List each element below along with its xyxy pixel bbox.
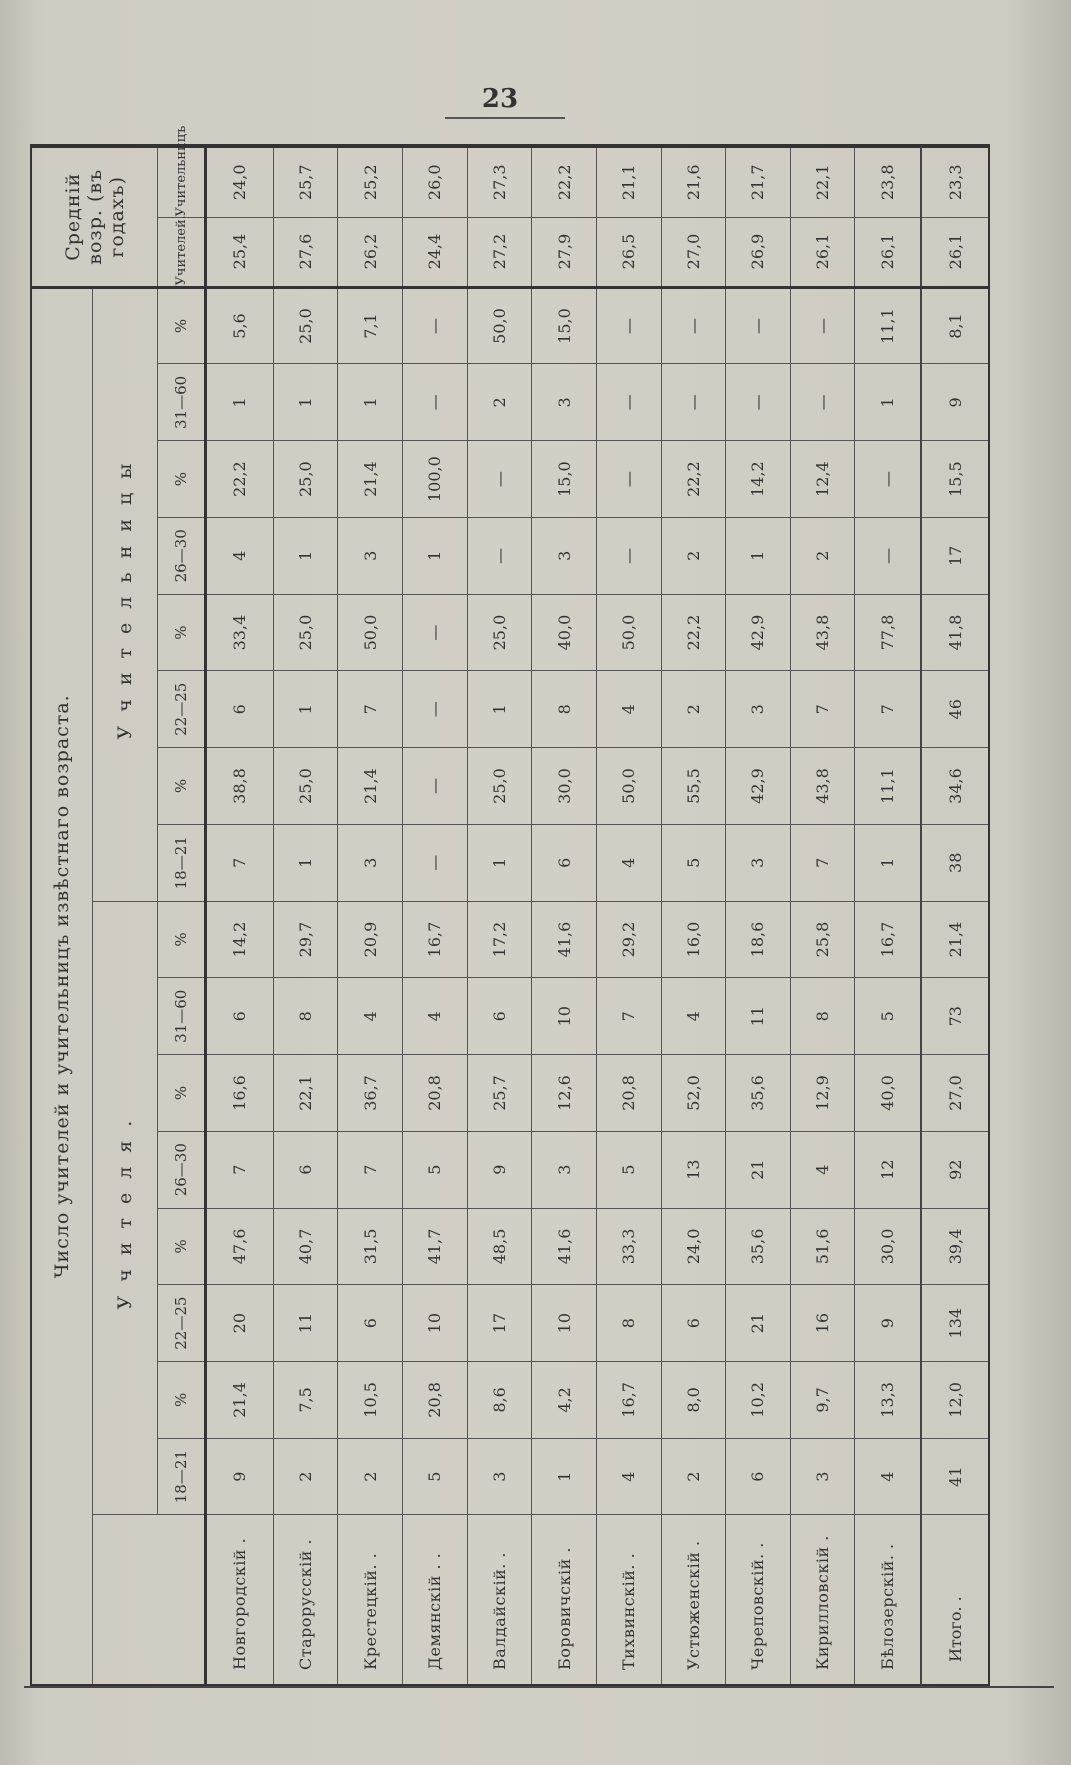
teacher-cell: 20,9	[338, 901, 403, 978]
table-row	[855, 147, 921, 1685]
female-teacher-cell: —	[596, 364, 661, 441]
female-teacher-cell: —	[661, 364, 726, 441]
female-teacher-cell: —	[467, 517, 532, 594]
column-header-t-5: %	[158, 1055, 206, 1132]
female-teacher-cell: 1	[273, 364, 338, 441]
teacher-cell: 12,9	[790, 1055, 855, 1132]
average-age-cell: 26,2	[338, 217, 403, 287]
teacher-cell: 9	[467, 1131, 532, 1208]
column-header-t-0: 18—21	[158, 1438, 206, 1515]
teacher-cell: 4	[338, 978, 403, 1055]
table-title: Число учителей и учительницъ извѣстнаго возраста.	[31, 287, 93, 1685]
female-teacher-cell: 8,1	[921, 287, 989, 364]
average-age-cell: 23,8	[855, 147, 921, 217]
average-age-cell: 25,2	[338, 147, 403, 217]
teacher-cell: 6	[661, 1285, 726, 1362]
average-age-subheader-0: Учителей.	[158, 217, 206, 287]
teacher-cell: 4	[661, 978, 726, 1055]
teacher-cell: 13,3	[855, 1362, 921, 1439]
table-row	[206, 147, 274, 1685]
average-age-cell: 21,7	[726, 147, 791, 217]
district-name: Тихвинскій. .	[596, 1515, 661, 1685]
column-header-f-4: 26—30	[158, 517, 206, 594]
female-teacher-cell: 34,6	[921, 748, 989, 825]
teacher-cell: 6	[726, 1438, 791, 1515]
average-age-subheader-1: Учительницъ	[158, 147, 206, 217]
teacher-cell: 29,7	[273, 901, 338, 978]
female-teacher-cell: 1	[273, 824, 338, 901]
female-teacher-cell: —	[403, 748, 468, 825]
female-teacher-cell: 4	[596, 824, 661, 901]
teacher-cell: 14,2	[206, 901, 274, 978]
female-teacher-cell: 2	[790, 517, 855, 594]
column-header-f-0: 18—21	[158, 824, 206, 901]
female-teacher-cell: 3	[532, 364, 597, 441]
teacher-cell: 3	[790, 1438, 855, 1515]
average-age-cell: 27,2	[467, 217, 532, 287]
average-age-cell: 27,6	[273, 217, 338, 287]
female-teacher-cell: 1	[467, 671, 532, 748]
teacher-cell: 31,5	[338, 1208, 403, 1285]
average-age-cell: 27,0	[661, 217, 726, 287]
district-name: Боровичскій .	[532, 1515, 597, 1685]
teacher-cell: 20,8	[403, 1055, 468, 1132]
teacher-cell: 6	[338, 1285, 403, 1362]
teacher-cell: 5	[855, 978, 921, 1055]
teacher-cell: 20,8	[403, 1362, 468, 1439]
female-teacher-cell: 8	[532, 671, 597, 748]
table-row	[726, 147, 791, 1685]
female-teacher-cell: 3	[532, 517, 597, 594]
teacher-cell: 39,4	[921, 1208, 989, 1285]
teacher-cell: 7,5	[273, 1362, 338, 1439]
teacher-cell: 8,0	[661, 1362, 726, 1439]
average-age-cell: 21,6	[661, 147, 726, 217]
average-age-cell: 27,9	[532, 217, 597, 287]
female-teacher-cell: 40,0	[532, 594, 597, 671]
district-name: Устюженскій .	[661, 1515, 726, 1685]
female-teacher-cell: 7	[790, 671, 855, 748]
teacher-cell: 12,0	[921, 1362, 989, 1439]
female-teacher-cell: 25,0	[467, 594, 532, 671]
average-age-cell: 24,4	[403, 217, 468, 287]
female-teacher-cell: 1	[467, 824, 532, 901]
female-teacher-cell: 4	[596, 671, 661, 748]
female-teacher-cell: 3	[338, 517, 403, 594]
female-teacher-cell: 25,0	[273, 287, 338, 364]
female-teacher-cell: 7	[338, 671, 403, 748]
teacher-cell: 1	[532, 1438, 597, 1515]
teacher-cell: 20	[206, 1285, 274, 1362]
teacher-cell: 16,7	[403, 901, 468, 978]
female-teacher-cell: 50,0	[467, 287, 532, 364]
teacher-cell: 3	[532, 1131, 597, 1208]
district-name: Бѣлозерскій. .	[855, 1515, 921, 1685]
female-teacher-cell: 22,2	[661, 441, 726, 518]
female-teacher-cell: —	[661, 287, 726, 364]
female-teacher-cell: —	[403, 671, 468, 748]
teacher-cell: 40,0	[855, 1055, 921, 1132]
female-teacher-cell: 1	[273, 517, 338, 594]
female-teacher-cell: 43,8	[790, 594, 855, 671]
teacher-cell: 41	[921, 1438, 989, 1515]
teacher-cell: 13	[661, 1131, 726, 1208]
teacher-cell: 9	[855, 1285, 921, 1362]
teacher-cell: 6	[273, 1131, 338, 1208]
teacher-cell: 52,0	[661, 1055, 726, 1132]
teacher-cell: 41,6	[532, 901, 597, 978]
district-name: Демянскій . .	[403, 1515, 468, 1685]
column-header-f-2: 22—25	[158, 671, 206, 748]
district-name: Старорусскій .	[273, 1515, 338, 1685]
page-number-underline	[445, 114, 565, 119]
teacher-cell: 9	[206, 1438, 274, 1515]
female-teacher-cell: 1	[855, 824, 921, 901]
teacher-cell: 33,3	[596, 1208, 661, 1285]
female-teacher-cell: 50,0	[596, 748, 661, 825]
female-teacher-cell: 50,0	[596, 594, 661, 671]
female-teacher-cell: 7	[855, 671, 921, 748]
table-row	[467, 147, 532, 1685]
female-teacher-cell: 42,9	[726, 594, 791, 671]
female-teacher-cell: 11,1	[855, 287, 921, 364]
page-number: 23	[481, 84, 519, 114]
teacher-cell: 16,7	[596, 1362, 661, 1439]
district-name: Крестецкій. .	[338, 1515, 403, 1685]
average-age-header: Средній возр. (въ годахъ)	[31, 147, 158, 287]
table-bottom-rule	[24, 1686, 1054, 1688]
female-teacher-cell: 25,0	[273, 594, 338, 671]
teacher-cell: 17	[467, 1285, 532, 1362]
female-teacher-cell: 25,0	[273, 441, 338, 518]
female-teacher-cell: 33,4	[206, 594, 274, 671]
column-header-f-3: %	[158, 594, 206, 671]
teacher-cell: 18,6	[726, 901, 791, 978]
rotated-table-container	[30, 125, 990, 1686]
female-teacher-cell: 2	[661, 671, 726, 748]
female-teacher-cell: 2	[467, 364, 532, 441]
teacher-cell: 10	[403, 1285, 468, 1362]
female-teacher-cell: —	[855, 441, 921, 518]
teacher-cell: 7	[338, 1131, 403, 1208]
column-header-f-7: %	[158, 287, 206, 364]
table-row	[661, 147, 726, 1685]
teacher-cell: 2	[661, 1438, 726, 1515]
female-teacher-cell: —	[467, 441, 532, 518]
table-row	[403, 147, 468, 1685]
teacher-cell: 6	[467, 978, 532, 1055]
table-row	[596, 147, 661, 1685]
teacher-cell: 22,1	[273, 1055, 338, 1132]
teacher-cell: 48,5	[467, 1208, 532, 1285]
district-name: Валдайскій. .	[467, 1515, 532, 1685]
female-teacher-cell: 50,0	[338, 594, 403, 671]
table-row	[273, 147, 338, 1685]
teacher-cell: 10	[532, 1285, 597, 1362]
teacher-cell: 7	[596, 978, 661, 1055]
female-teacher-cell: 7,1	[338, 287, 403, 364]
teacher-cell: 16	[790, 1285, 855, 1362]
teacher-cell: 27,0	[921, 1055, 989, 1132]
teacher-cell: 11	[726, 978, 791, 1055]
female-teacher-cell: 1	[726, 517, 791, 594]
column-header-f-1: %	[158, 748, 206, 825]
teacher-cell: 2	[273, 1438, 338, 1515]
teachers-age-table	[30, 125, 990, 1686]
teacher-cell: 92	[921, 1131, 989, 1208]
teacher-cell: 16,7	[855, 901, 921, 978]
average-age-cell: 26,1	[855, 217, 921, 287]
teacher-cell: 25,7	[467, 1055, 532, 1132]
teacher-cell: 21,4	[206, 1362, 274, 1439]
teacher-cell: 10,2	[726, 1362, 791, 1439]
column-header-t-7: %	[158, 901, 206, 978]
teacher-cell: 35,6	[726, 1208, 791, 1285]
teacher-cell: 20,8	[596, 1055, 661, 1132]
teacher-cell: 9,7	[790, 1362, 855, 1439]
teacher-cell: 73	[921, 978, 989, 1055]
female-teacher-cell: 25,0	[273, 748, 338, 825]
column-header-t-1: %	[158, 1362, 206, 1439]
teacher-cell: 41,6	[532, 1208, 597, 1285]
female-teacher-cell: 38,8	[206, 748, 274, 825]
female-teacher-cell: 4	[206, 517, 274, 594]
female-teacher-cell: —	[403, 594, 468, 671]
female-teacher-cell: 3	[726, 824, 791, 901]
average-age-cell: 26,1	[921, 217, 989, 287]
female-teacher-cell: —	[726, 287, 791, 364]
district-name: Итого. .	[921, 1515, 989, 1685]
teacher-cell: 8	[596, 1285, 661, 1362]
female-teacher-cell: 1	[273, 671, 338, 748]
female-teacher-cell: 7	[206, 824, 274, 901]
table-row	[790, 147, 855, 1685]
female-teacher-cell: 3	[726, 671, 791, 748]
female-teacher-cell: 7	[790, 824, 855, 901]
female-teacher-cell: 22,2	[661, 594, 726, 671]
column-header-t-3: %	[158, 1208, 206, 1285]
female-teacher-cell: —	[403, 824, 468, 901]
female-teacher-cell: 15,0	[532, 441, 597, 518]
average-age-cell: 27,3	[467, 147, 532, 217]
teacher-cell: 5	[596, 1131, 661, 1208]
teacher-cell: 8	[273, 978, 338, 1055]
column-header-f-6: 31—60	[158, 364, 206, 441]
average-age-cell: 23,3	[921, 147, 989, 217]
female-teacher-cell: 6	[206, 671, 274, 748]
teacher-cell: 16,6	[206, 1055, 274, 1132]
average-age-cell: 26,5	[596, 217, 661, 287]
teacher-cell: 29,2	[596, 901, 661, 978]
average-age-cell: 25,4	[206, 217, 274, 287]
teacher-cell: 134	[921, 1285, 989, 1362]
teacher-cell: 24,0	[661, 1208, 726, 1285]
female-teacher-cell: 55,5	[661, 748, 726, 825]
teacher-cell: 17,2	[467, 901, 532, 978]
female-teacher-cell: 22,2	[206, 441, 274, 518]
column-header-f-5: %	[158, 441, 206, 518]
teacher-cell: 4	[790, 1131, 855, 1208]
average-age-cell: 26,1	[790, 217, 855, 287]
teacher-cell: 12	[855, 1131, 921, 1208]
female-teacher-cell: —	[790, 287, 855, 364]
female-teacher-cell: 5,6	[206, 287, 274, 364]
female-teacher-cell: 1	[855, 364, 921, 441]
female-teacher-cell: 5	[661, 824, 726, 901]
teacher-cell: 10,5	[338, 1362, 403, 1439]
table-row	[921, 147, 989, 1685]
teacher-cell: 35,6	[726, 1055, 791, 1132]
district-header	[93, 1515, 206, 1685]
table-row	[532, 147, 597, 1685]
teacher-cell: 21	[726, 1131, 791, 1208]
average-age-cell: 26,9	[726, 217, 791, 287]
district-name: Кирилловскій .	[790, 1515, 855, 1685]
teacher-cell: 47,6	[206, 1208, 274, 1285]
column-header-t-6: 31—60	[158, 978, 206, 1055]
column-header-t-4: 26—30	[158, 1131, 206, 1208]
female-teacher-cell: 17	[921, 517, 989, 594]
average-age-cell: 21,1	[596, 147, 661, 217]
teacher-cell: 7	[206, 1131, 274, 1208]
column-header-t-2: 22—25	[158, 1285, 206, 1362]
female-teacher-cell: 38	[921, 824, 989, 901]
female-teacher-cell: 12,4	[790, 441, 855, 518]
teacher-cell: 30,0	[855, 1208, 921, 1285]
female-teachers-group-header: Учительницы	[93, 287, 158, 901]
teacher-cell: 12,6	[532, 1055, 597, 1132]
teacher-cell: 4,2	[532, 1362, 597, 1439]
teacher-cell: 21	[726, 1285, 791, 1362]
female-teacher-cell: —	[403, 364, 468, 441]
teacher-cell: 25,8	[790, 901, 855, 978]
female-teacher-cell: 42,9	[726, 748, 791, 825]
average-age-cell: 26,0	[403, 147, 468, 217]
teacher-cell: 2	[338, 1438, 403, 1515]
female-teacher-cell: 41,8	[921, 594, 989, 671]
average-age-cell: 22,2	[532, 147, 597, 217]
district-name: Новгородскій .	[206, 1515, 274, 1685]
average-age-cell: 22,1	[790, 147, 855, 217]
average-age-cell: 24,0	[206, 147, 274, 217]
female-teacher-cell: —	[596, 441, 661, 518]
female-teacher-cell: —	[726, 364, 791, 441]
female-teacher-cell: 30,0	[532, 748, 597, 825]
female-teacher-cell: 21,4	[338, 748, 403, 825]
female-teacher-cell: 14,2	[726, 441, 791, 518]
female-teacher-cell: 1	[206, 364, 274, 441]
female-teacher-cell: 15,0	[532, 287, 597, 364]
female-teacher-cell: 25,0	[467, 748, 532, 825]
female-teacher-cell: 1	[403, 517, 468, 594]
female-teacher-cell: 15,5	[921, 441, 989, 518]
teachers-group-header: Учителя.	[93, 901, 158, 1515]
teacher-cell: 6	[206, 978, 274, 1055]
female-teacher-cell: 1	[338, 364, 403, 441]
female-teacher-cell: 6	[532, 824, 597, 901]
female-teacher-cell: 100,0	[403, 441, 468, 518]
teacher-cell: 4	[403, 978, 468, 1055]
table-row	[338, 147, 403, 1685]
female-teacher-cell: 77,8	[855, 594, 921, 671]
teacher-cell: 4	[855, 1438, 921, 1515]
teacher-cell: 8,6	[467, 1362, 532, 1439]
female-teacher-cell: —	[596, 517, 661, 594]
teacher-cell: 4	[596, 1438, 661, 1515]
female-teacher-cell: 11,1	[855, 748, 921, 825]
teacher-cell: 21,4	[921, 901, 989, 978]
district-name: Череповскій. .	[726, 1515, 791, 1685]
teacher-cell: 10	[532, 978, 597, 1055]
female-teacher-cell: 2	[661, 517, 726, 594]
female-teacher-cell: —	[790, 364, 855, 441]
female-teacher-cell: —	[403, 287, 468, 364]
teacher-cell: 16,0	[661, 901, 726, 978]
female-teacher-cell: 21,4	[338, 441, 403, 518]
teacher-cell: 5	[403, 1131, 468, 1208]
female-teacher-cell: —	[855, 517, 921, 594]
female-teacher-cell: 9	[921, 364, 989, 441]
teacher-cell: 5	[403, 1438, 468, 1515]
female-teacher-cell: —	[596, 287, 661, 364]
teacher-cell: 36,7	[338, 1055, 403, 1132]
teacher-cell: 3	[467, 1438, 532, 1515]
teacher-cell: 8	[790, 978, 855, 1055]
average-age-cell: 25,7	[273, 147, 338, 217]
teacher-cell: 51,6	[790, 1208, 855, 1285]
teacher-cell: 40,7	[273, 1208, 338, 1285]
female-teacher-cell: 43,8	[790, 748, 855, 825]
female-teacher-cell: 46	[921, 671, 989, 748]
teacher-cell: 11	[273, 1285, 338, 1362]
female-teacher-cell: 3	[338, 824, 403, 901]
teacher-cell: 41,7	[403, 1208, 468, 1285]
